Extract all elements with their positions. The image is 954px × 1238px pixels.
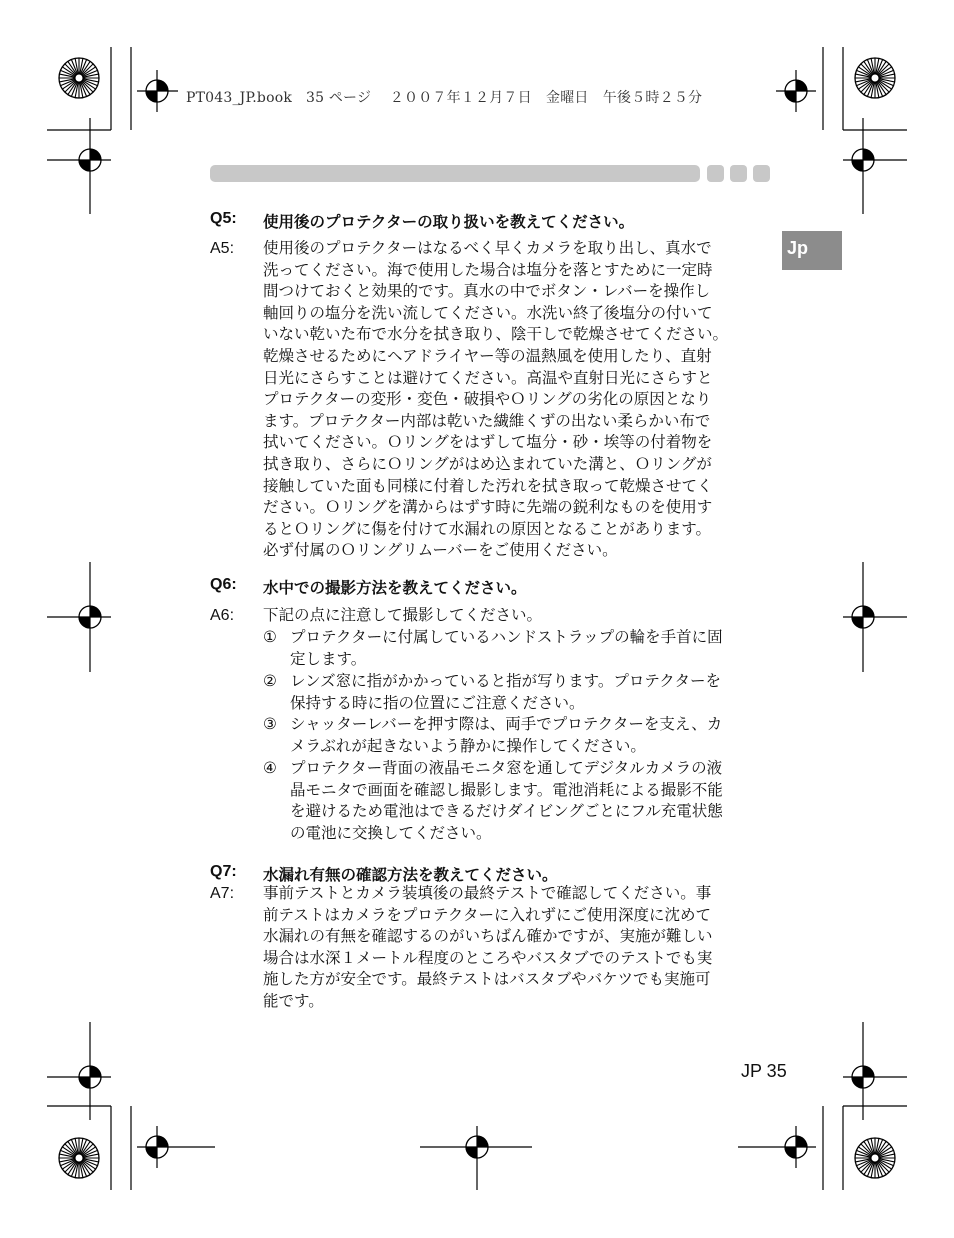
list-item-line: プロテクター背面の液晶モニタ窓を通してデジタルカメラの液 [290,759,723,777]
list-item [263,714,773,757]
list-item-line: シャッターレバーを押す際は、両手でプロテクターを支え、カ [290,715,723,733]
answer-line: 前テストはカメラをプロテクターに入れずにご使用深度に沈めて [263,905,711,924]
language-tab: Jp [782,231,842,270]
answer-line: いない乾いた布で水分を拭き取り、陰干しで乾燥させてください。 [263,325,729,344]
answer-line: 接触していた面も同様に付着した汚れを拭き取って乾燥させてく [263,476,713,495]
a7-answer [263,883,773,1013]
answer-line: ださい。Ｏリングを溝からはずす時に先端の鋭利なものを使用す [263,498,713,517]
answer-line: 拭いてください。Ｏリングをはずして塩分・砂・埃等の付着物を [263,433,713,452]
q6-label: Q6: [210,576,237,593]
answer-line: 場合は水深１メートル程度のところやバスタブでのテストでも実 [263,948,713,967]
q5-question: 使用後のプロテクターの取り扱いを教えてください。 [263,213,635,231]
list-item-number: ② [263,672,277,690]
list-item-line: 保持する時に指の位置にご注意ください。 [290,693,585,712]
header-file: PT043_JP.book [186,90,293,106]
list-item-line: 晶モニタで画面を確認し撮影します。電池消耗による撮影不能 [290,780,723,799]
answer-line: 能です。 [263,991,324,1010]
list-item-line: の電池に交換してください。 [290,823,492,842]
list-item-line: 定します。 [290,649,367,668]
answer-line: 日光にさらすことは避けてください。高温や直射日光にさらすと [263,368,713,387]
answer-line: 乾燥させるためにヘアドライヤー等の温熱風を使用したり、直射 [263,346,712,365]
list-item-line: レンズ窓に指がかかっていると指が写ります。プロテクターを [290,672,721,690]
answer-line: ます。プロテクター内部は乾いた繊維くずの出ない柔らかい布で [263,411,711,430]
list-item-line: を避けるため電池はできるだけダイビングごとにフル充電状態 [290,802,723,821]
a7-label: A7: [210,885,235,902]
list-item [263,758,773,844]
section-bar-square [730,165,747,182]
list-item-number: ① [263,628,277,646]
list-item-line: メラぶれが起きないよう静かに操作してください。 [290,736,646,755]
answer-line: 洗ってください。海で使用した場合は塩分を落とすために一定時 [263,260,713,279]
q6-question: 水中での撮影方法を教えてください。 [263,579,527,597]
answer-line: 軸回りの塩分を洗い流してください。水洗い終了後塩分の付いて [263,303,713,322]
answer-line: るとＯリングに傷を付けて水漏れの原因となることがあります。 [263,519,711,538]
answer-line: 施した方が安全です。最終テストはバスタブやバケツでも実施可 [263,970,711,989]
section-bar [210,165,700,182]
page-number: JP 35 [741,1061,787,1081]
header-datetime: ２００７年１２月７日 金曜日 午後５時２５分 [389,90,703,106]
answer-line: 水漏れの有無を確認するのがいちばん確かですが、実施が難しい [263,927,713,946]
a6-intro [263,605,773,627]
section-bar-square [753,165,770,182]
a5-answer [263,238,773,562]
a5-label: A5: [210,240,235,257]
list-item-number: ④ [263,759,277,777]
answer-line: 下記の点に注意して撮影してください。 [263,606,543,624]
list-item [263,671,773,714]
list-item-number: ③ [263,715,277,733]
answer-line: 間つけておくと効果的です。真水の中でボタン・レバーを操作し [263,282,711,301]
list-item-line: プロテクターに付属しているハンドストラップの輪を手首に固 [290,628,723,646]
header-page-word: ページ [328,90,372,106]
q7-label: Q7: [210,863,237,880]
answer-line: 事前テストとカメラ装填後の最終テストで確認してください。事 [263,884,712,902]
header-page: 35 [305,90,325,106]
print-header [186,87,702,107]
a6-label: A6: [210,607,235,624]
answer-line: 拭き取り、さらにＯリングがはめ込まれていた溝と、Ｏリングが [263,454,712,473]
q7-question: 水漏れ有無の確認方法を教えてください。 [263,866,558,884]
answer-line: 使用後のプロテクターはなるべく早くカメラを取り出し、真水で [263,239,712,257]
answer-line: 必ず付属のＯリングリムーバーをご使用ください。 [263,541,618,560]
section-bar-square [707,165,724,182]
q5-label: Q5: [210,210,237,227]
answer-line: プロテクターの変形・変色・破損やＯリングの劣化の原因となり [263,390,712,409]
list-item [263,627,773,670]
